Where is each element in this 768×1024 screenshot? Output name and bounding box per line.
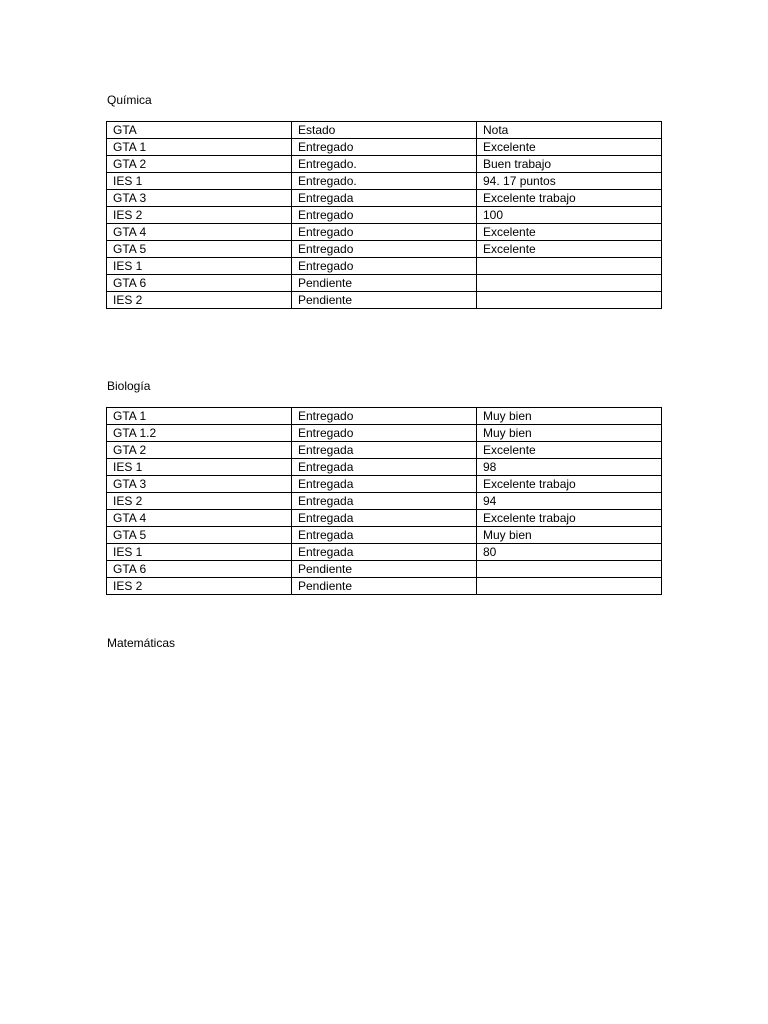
table-row (107, 442, 662, 459)
table-row (107, 190, 662, 207)
cell-status: Pendiente (292, 292, 477, 309)
cell-assignment: IES 2 (107, 207, 292, 224)
cell-assignment: GTA 1 (107, 408, 292, 425)
cell-status: Estado (292, 122, 477, 139)
table-row (107, 544, 662, 561)
cell-status: Entregado (292, 241, 477, 258)
cell-grade: Buen trabajo (477, 156, 662, 173)
cell-grade: Muy bien (477, 408, 662, 425)
table-row (107, 561, 662, 578)
table-row (107, 493, 662, 510)
cell-grade: 80 (477, 544, 662, 561)
cell-assignment: IES 2 (107, 292, 292, 309)
cell-status: Entregada (292, 459, 477, 476)
cell-grade (477, 292, 662, 309)
table-row (107, 425, 662, 442)
cell-status: Entregado. (292, 156, 477, 173)
cell-assignment: GTA 4 (107, 224, 292, 241)
cell-assignment: IES 1 (107, 258, 292, 275)
cell-assignment: IES 1 (107, 173, 292, 190)
cell-status: Pendiente (292, 561, 477, 578)
cell-assignment: GTA (107, 122, 292, 139)
table-row (107, 292, 662, 309)
cell-status: Entregado (292, 425, 477, 442)
table-row (107, 527, 662, 544)
table-row (107, 578, 662, 595)
cell-grade: 94. 17 puntos (477, 173, 662, 190)
table-row (107, 207, 662, 224)
cell-status: Entregado. (292, 173, 477, 190)
cell-status: Entregado (292, 207, 477, 224)
cell-status: Entregado (292, 258, 477, 275)
table-row (107, 275, 662, 292)
cell-status: Entregada (292, 544, 477, 561)
cell-assignment: IES 1 (107, 544, 292, 561)
cell-assignment: GTA 1.2 (107, 425, 292, 442)
section-title-biologia: Biología (107, 379, 151, 393)
table-row (107, 476, 662, 493)
cell-assignment: GTA 5 (107, 241, 292, 258)
cell-assignment: GTA 6 (107, 275, 292, 292)
section-title-quimica: Química (107, 93, 152, 107)
cell-assignment: IES 1 (107, 459, 292, 476)
cell-grade: Excelente trabajo (477, 510, 662, 527)
cell-grade: Nota (477, 122, 662, 139)
cell-assignment: GTA 2 (107, 442, 292, 459)
cell-grade: Excelente trabajo (477, 190, 662, 207)
cell-status: Entregada (292, 442, 477, 459)
cell-status: Pendiente (292, 275, 477, 292)
cell-grade: Excelente trabajo (477, 476, 662, 493)
table-quimica (106, 121, 662, 309)
cell-grade: Muy bien (477, 527, 662, 544)
cell-grade (477, 578, 662, 595)
cell-assignment: GTA 4 (107, 510, 292, 527)
table-row (107, 122, 662, 139)
section-title-matematicas: Matemáticas (107, 636, 176, 650)
cell-grade: Muy bien (477, 425, 662, 442)
cell-grade: Excelente (477, 241, 662, 258)
table-row (107, 139, 662, 156)
cell-status: Entregada (292, 527, 477, 544)
cell-grade: Excelente (477, 442, 662, 459)
cell-assignment: GTA 3 (107, 476, 292, 493)
cell-assignment: GTA 5 (107, 527, 292, 544)
table-row (107, 156, 662, 173)
cell-assignment: IES 2 (107, 493, 292, 510)
table-row (107, 241, 662, 258)
cell-status: Entregado (292, 139, 477, 156)
cell-assignment: GTA 2 (107, 156, 292, 173)
cell-grade: 94 (477, 493, 662, 510)
table-row (107, 258, 662, 275)
cell-grade (477, 275, 662, 292)
cell-assignment: IES 2 (107, 578, 292, 595)
cell-status: Entregada (292, 476, 477, 493)
cell-assignment: GTA 1 (107, 139, 292, 156)
cell-grade (477, 258, 662, 275)
cell-status: Pendiente (292, 578, 477, 595)
table-row (107, 173, 662, 190)
cell-status: Entregado (292, 408, 477, 425)
cell-grade (477, 561, 662, 578)
cell-status: Entregado (292, 224, 477, 241)
table-row (107, 224, 662, 241)
cell-status: Entregada (292, 493, 477, 510)
cell-assignment: GTA 3 (107, 190, 292, 207)
cell-status: Entregada (292, 510, 477, 527)
table-row (107, 510, 662, 527)
table-row (107, 408, 662, 425)
cell-grade: 98 (477, 459, 662, 476)
cell-grade: Excelente (477, 139, 662, 156)
cell-assignment: GTA 6 (107, 561, 292, 578)
table-biologia (106, 407, 662, 595)
cell-grade: 100 (477, 207, 662, 224)
cell-grade: Excelente (477, 224, 662, 241)
cell-status: Entregada (292, 190, 477, 207)
table-row (107, 459, 662, 476)
